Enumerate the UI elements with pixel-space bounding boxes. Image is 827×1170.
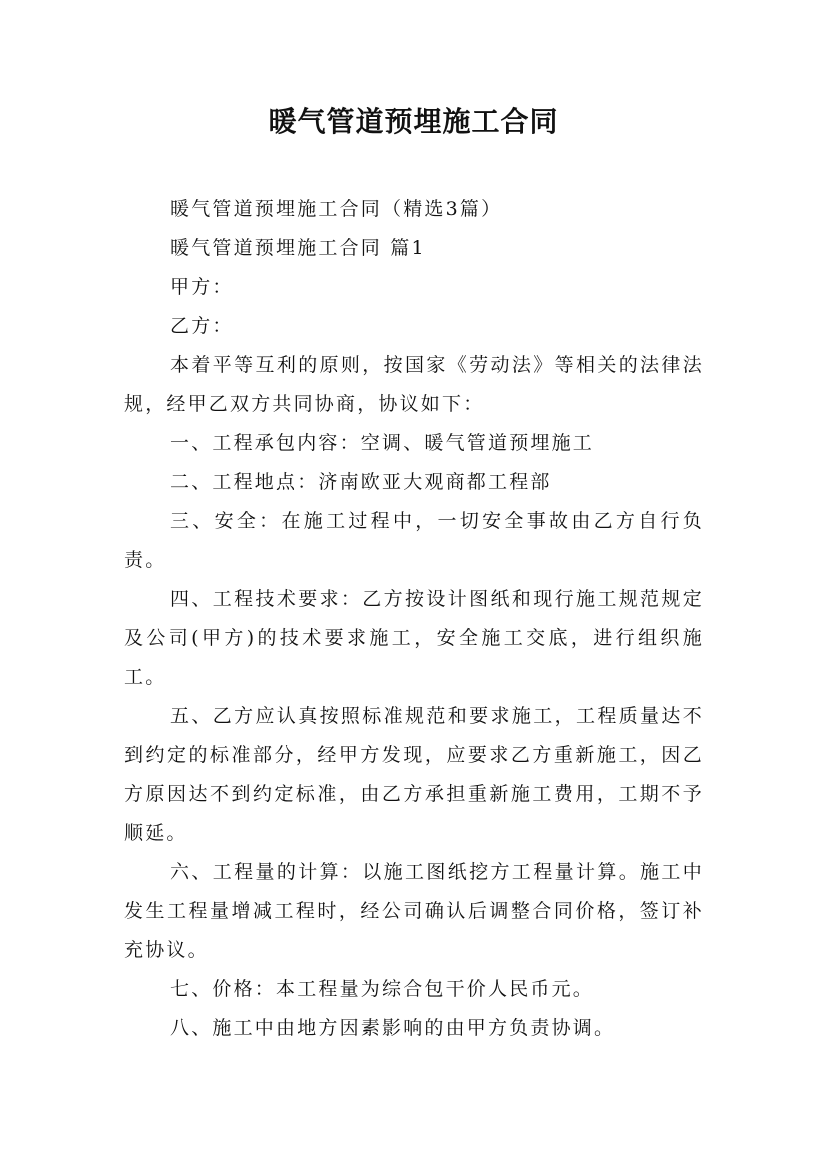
document-title: 暖气管道预埋施工合同 (268, 105, 559, 138)
document-body (124, 190, 704, 1048)
paragraph-party-b: 乙方： (170, 315, 234, 337)
paragraph-section-heading: 暖气管道预埋施工合同 篇1 (170, 237, 426, 259)
paragraph-preamble: 本着平等互利的原则，按国家《劳动法》等相关的法律法规，经甲乙双方共同协商，协议如下： (124, 354, 704, 415)
paragraph-subtitle: 暖气管道预埋施工合同（精选3篇） (170, 198, 503, 220)
paragraph-clause-6: 六、工程量的计算：以施工图纸挖方工程量计算。施工中发生工程量增减工程时，经公司确认后调整合同价格，签订补充协议。 (124, 861, 704, 961)
paragraph-clause-1: 一、工程承包内容：空调、暖气管道预埋施工 (170, 432, 595, 454)
paragraph-clause-8: 八、施工中由地方因素影响的由甲方负责协调。 (170, 1017, 616, 1039)
paragraph-party-a: 甲方： (170, 276, 234, 298)
paragraph-clause-4: 四、工程技术要求：乙方按设计图纸和现行施工规范规定及公司(甲方)的技术要求施工，安全施工交底，进行组织施工。 (124, 588, 704, 688)
paragraph-clause-7: 七、价格：本工程量为综合包干价人民币元。 (170, 978, 595, 1000)
paragraph-clause-3: 三、安全：在施工过程中，一切安全事故由乙方自行负责。 (124, 510, 704, 571)
paragraph-clause-2: 二、工程地点：济南欧亚大观商都工程部 (170, 471, 552, 493)
paragraph-clause-5: 五、乙方应认真按照标准规范和要求施工，工程质量达不到约定的标准部分，经甲方发现，应要求乙方重新施工，因乙方原因达不到约定标准，由乙方承担重新施工费用，工期不予顺延。 (124, 705, 704, 844)
